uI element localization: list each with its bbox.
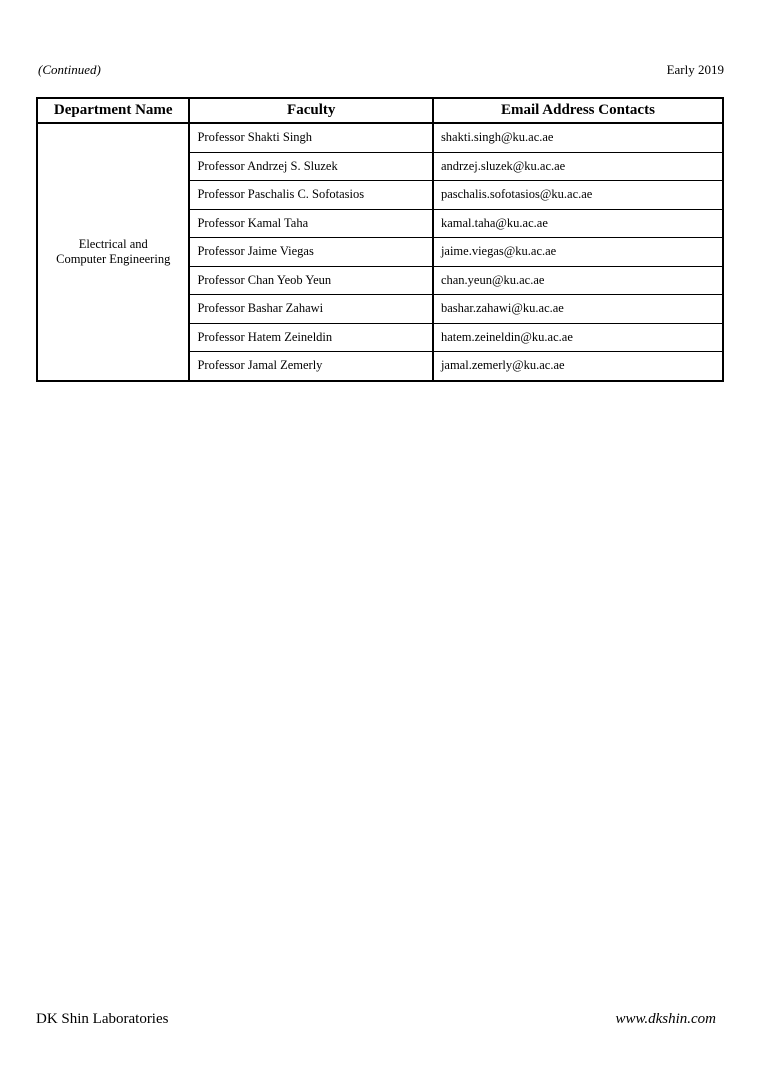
faculty-cell: Professor Shakti Singh [189,123,432,152]
edition-label: Early 2019 [666,62,724,77]
faculty-cell: Professor Jamal Zemerly [189,352,432,381]
faculty-cell: Professor Bashar Zahawi [189,295,432,324]
department-name-line2: Computer Engineering [56,251,171,266]
faculty-table [36,97,724,382]
table-header-row [37,98,723,123]
email-cell: kamal.taha@ku.ac.ae [433,209,723,238]
faculty-cell: Professor Chan Yeob Yeun [189,266,432,295]
footer-website: www.dkshin.com [615,1011,716,1027]
faculty-cell: Professor Paschalis C. Sofotasios [189,181,432,210]
email-cell: paschalis.sofotasios@ku.ac.ae [433,181,723,210]
email-cell: bashar.zahawi@ku.ac.ae [433,295,723,324]
faculty-cell: Professor Andrzej S. Sluzek [189,152,432,181]
table-row [37,123,723,152]
department-name-line1: Electrical and [78,236,148,251]
email-cell: chan.yeun@ku.ac.ae [433,266,723,295]
column-header-email: Email Address Contacts [433,98,723,123]
email-cell: hatem.zeineldin@ku.ac.ae [433,323,723,352]
faculty-cell: Professor Jaime Viegas [189,238,432,267]
department-cell [37,123,189,381]
footer-publisher: DK Shin Laboratories [36,1011,169,1027]
faculty-cell: Professor Hatem Zeineldin [189,323,432,352]
email-cell: andrzej.sluzek@ku.ac.ae [433,152,723,181]
column-header-faculty: Faculty [189,98,432,123]
email-cell: jamal.zemerly@ku.ac.ae [433,352,723,381]
continued-label: (Continued) [38,62,101,77]
email-cell: jaime.viegas@ku.ac.ae [433,238,723,267]
faculty-cell: Professor Kamal Taha [189,209,432,238]
email-cell: shakti.singh@ku.ac.ae [433,123,723,152]
column-header-department: Department Name [37,98,189,123]
